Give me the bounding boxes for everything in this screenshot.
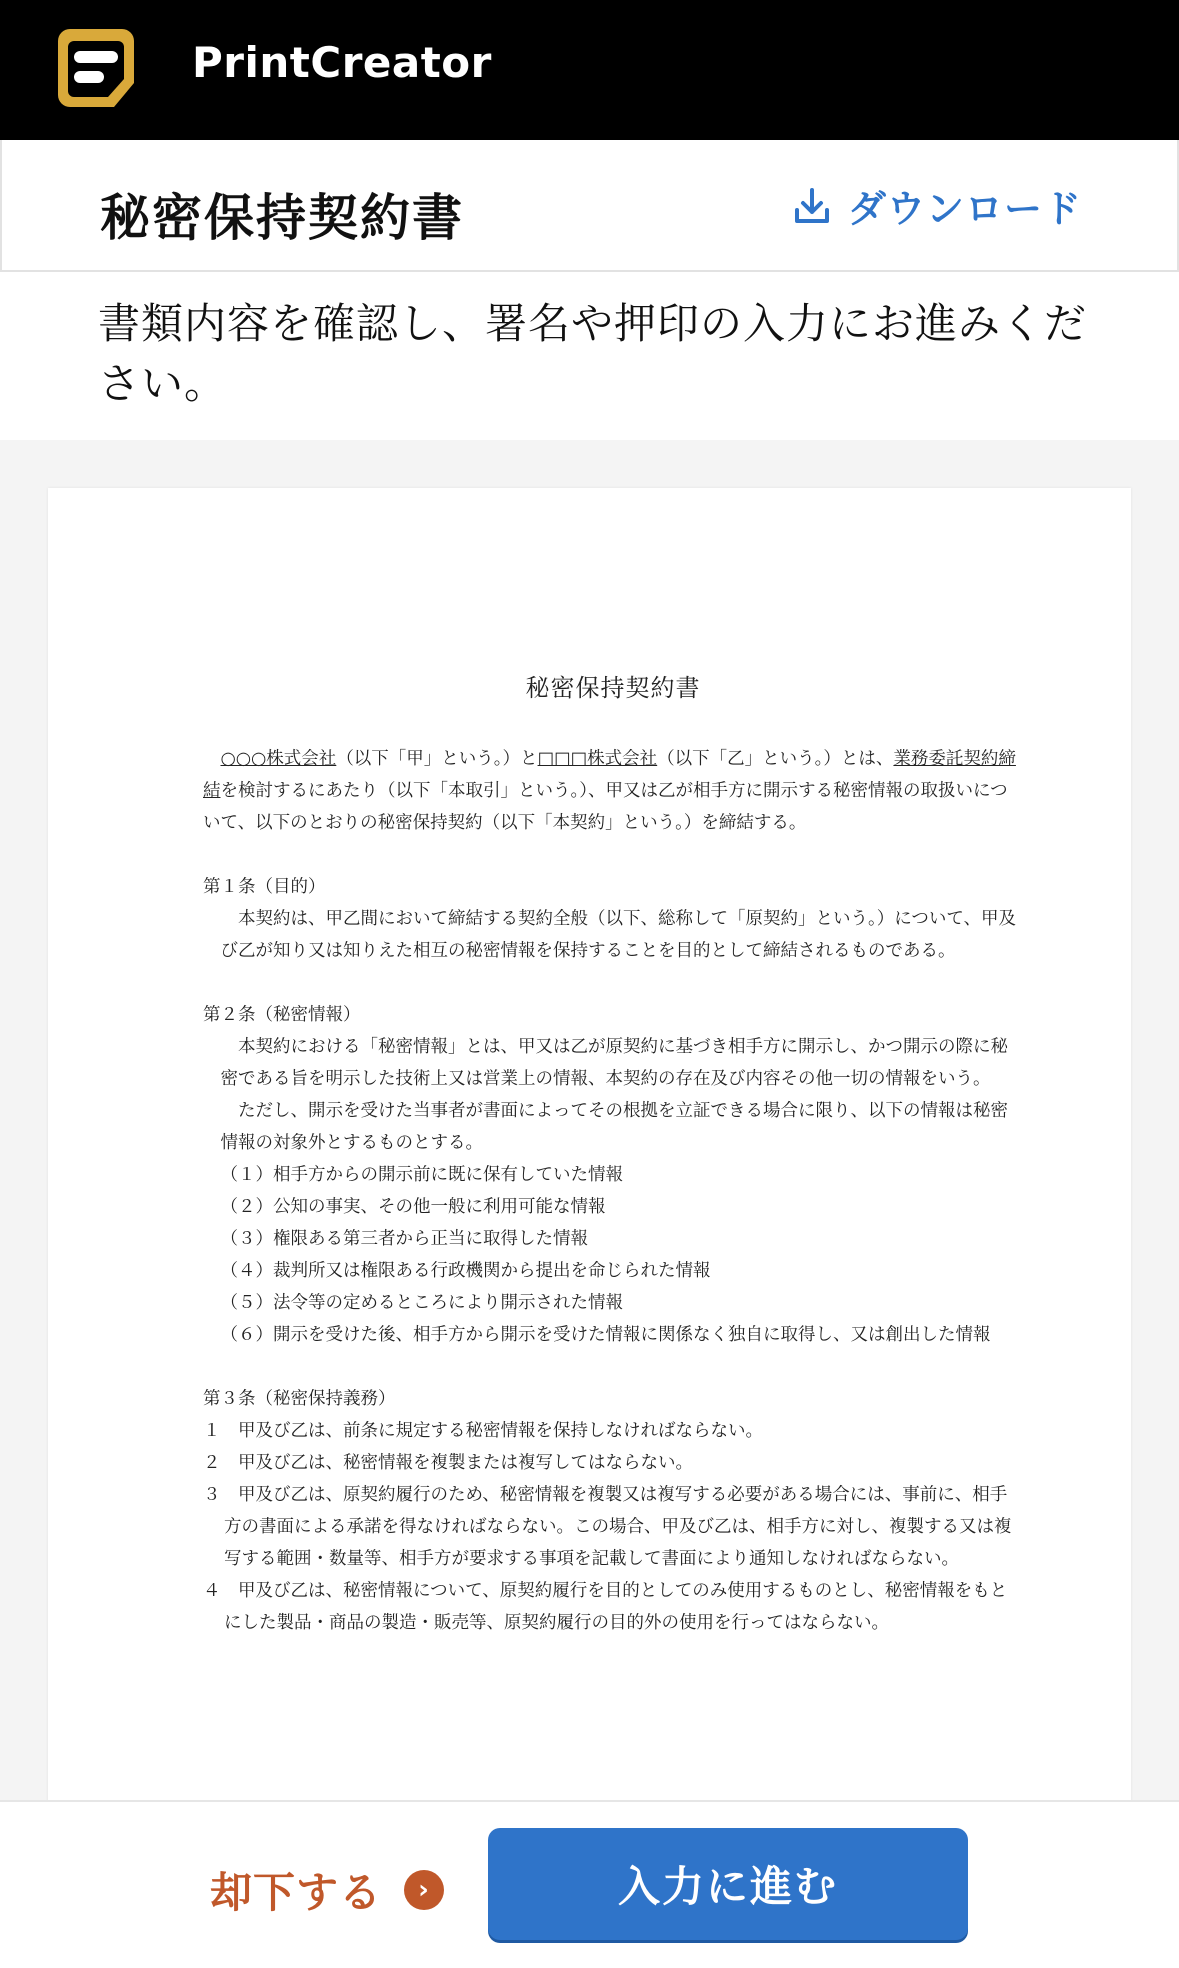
article-1-title: 第１条（目的）: [203, 877, 326, 897]
list-item: ３ 甲及び乙は、原契約履行のため、秘密情報を複製又は複写する必要がある場合には、事前に、相手方の書面による承諾を得なければならない。この場合、甲及び乙は、相手方に対し、複製する又は複写する範囲・数量等、相手方が要求する事項を記載して書面により通知しなければならない。: [203, 1485, 1012, 1569]
document-title-bar: [0, 140, 1179, 272]
article-3-title: 第３条（秘密保持義務）: [203, 1389, 396, 1409]
page-title: 秘密保持契約書: [100, 189, 464, 247]
app-name: PrintCreator: [192, 38, 492, 87]
party-a: ○○○株式会社: [220, 749, 337, 769]
contract-subject: 業務委託契約締結: [203, 749, 1016, 801]
article-1-body: 本契約は、甲乙間において締結する契約全般（以下、総称して「原契約」という。）について、甲及び乙が知り又は知りえた相互の秘密情報を保持することを目的として締結されるものである。: [220, 909, 1017, 961]
article-2-proviso: ただし、開示を受けた当事者が書面によってその根拠を立証できる場合に限り、以下の情報は秘密情報の対象外とするものとする。: [220, 1101, 1008, 1153]
list-item: （６）開示を受けた後、相手方から開示を受けた情報に関係なく独自に取得し、又は創出した情報: [220, 1325, 991, 1345]
reject-label: 却下する: [210, 1868, 383, 1917]
list-item: ２ 甲及び乙は、秘密情報を複製または複写してはならない。: [203, 1453, 693, 1473]
printcreator-logo-icon: [56, 25, 136, 111]
download-label: ダウンロード: [848, 187, 1083, 231]
list-item: （３）権限ある第三者から正当に取得した情報: [220, 1229, 588, 1249]
list-item: （４）裁判所又は権限ある行政機関から提出を命じられた情報: [220, 1261, 711, 1281]
download-icon: [792, 186, 832, 226]
document-viewer[interactable]: [0, 440, 1179, 1800]
download-button[interactable]: [792, 178, 1082, 233]
action-bar: [0, 1800, 1179, 1968]
instruction-area: [0, 272, 1179, 440]
reject-button[interactable]: [210, 1860, 444, 1920]
list-item: （１）相手方からの開示前に既に保有していた情報: [220, 1165, 623, 1185]
list-item: ４ 甲及び乙は、秘密情報について、原契約履行を目的としてのみ使用するものとし、秘密情報をもとにした製品・商品の製造・販売等、原契約履行の目的外の使用を行ってはならない。: [203, 1581, 1008, 1633]
list-item: （５）法令等の定めるところにより開示された情報: [220, 1293, 623, 1313]
intro-paragraph: ○○○株式会社（以下「甲」という。）と□□□株式会社（以下「乙」という。）とは、業務委託契約締結を検討するにあたり（以下「本取引」という。）、甲又は乙が相手方に開示する秘密情報の取扱いについて、以下のとおりの秘密保持契約（以下「本契約」という。）を締結する。: [203, 749, 1016, 833]
document-heading: 秘密保持契約書: [525, 674, 701, 702]
chevron-right-icon: ›: [404, 1870, 444, 1910]
party-b: □□□株式会社: [537, 749, 658, 769]
list-item: １ 甲及び乙は、前条に規定する秘密情報を保持しなければならない。: [203, 1421, 763, 1441]
proceed-button[interactable]: 入力に進む: [488, 1828, 968, 1940]
list-item: （２）公知の事実、その他一般に利用可能な情報: [220, 1197, 606, 1217]
app-header: [0, 0, 1179, 140]
instruction-text: 書類内容を確認し、署名や押印の入力にお進みください。: [98, 299, 1088, 408]
article-2-body: 本契約における「秘密情報」とは、甲又は乙が原契約に基づき相手方に開示し、かつ開示の際に秘密である旨を明示した技術上又は営業上の情報、本契約の存在及び内容その他一切の情報をいう。: [220, 1037, 1008, 1089]
document-content: [203, 668, 1023, 1639]
document-page: [48, 488, 1131, 1800]
article-2-title: 第２条（秘密情報）: [203, 1005, 361, 1025]
